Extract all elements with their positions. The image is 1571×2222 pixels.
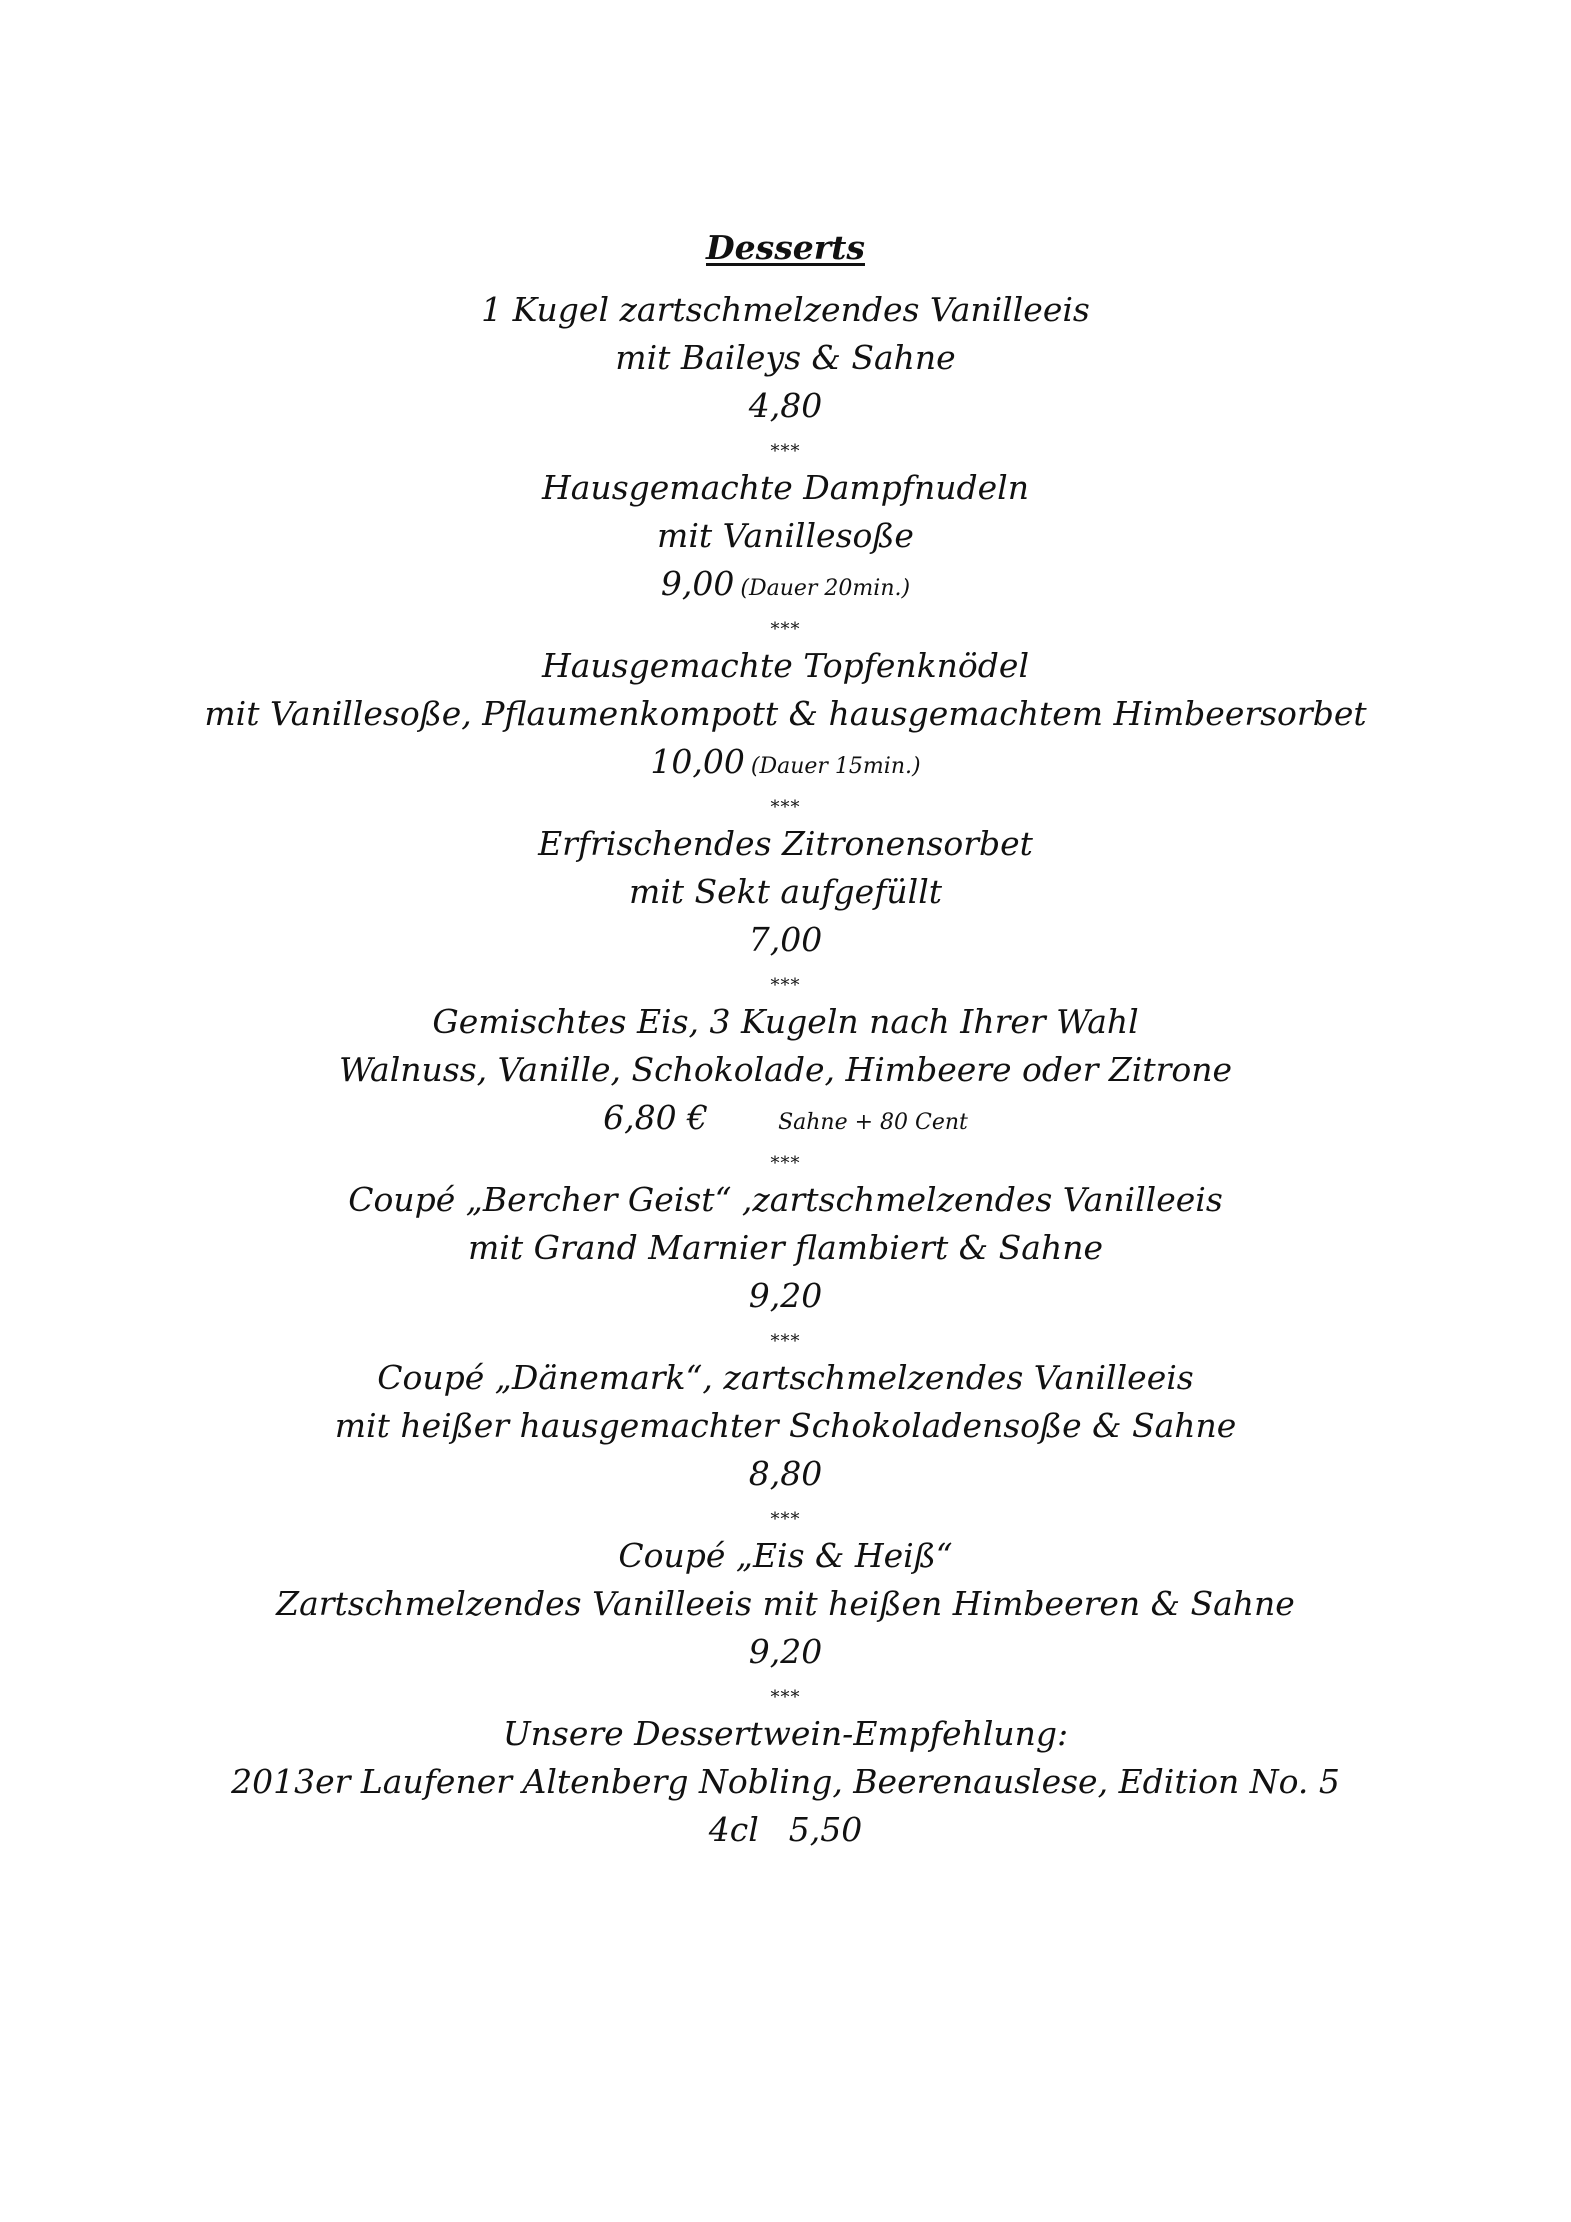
item-amount: 4cl: [708, 1810, 759, 1849]
item-description: mit Vanillesoße: [657, 516, 914, 555]
item-price-line: [0, 560, 1571, 608]
item-price: 9,20: [748, 1276, 823, 1315]
item-price-line: [0, 1272, 1571, 1320]
item-name: Erfrischendes Zitronensorbet: [538, 824, 1033, 863]
item-price-line: [0, 738, 1571, 786]
menu-item: [0, 1532, 1571, 1676]
item-name: Unsere Dessertwein-Empfehlung:: [502, 1714, 1069, 1753]
item-name: Coupé „Bercher Geist“ ,zartschmelzendes Vanilleeis: [348, 1180, 1223, 1219]
separator: ***: [770, 1331, 801, 1352]
item-description: mit Vanillesoße, Pflaumenkompott & hausgemachtem Himbeersorbet: [204, 694, 1367, 733]
item-price-line: [0, 1806, 1571, 1854]
menu-item: [0, 820, 1571, 964]
item-name: Hausgemachte Dampfnudeln: [541, 468, 1029, 507]
item-description: 2013er Laufener Altenberg Nobling, Beerenauslese, Edition No. 5: [231, 1762, 1340, 1801]
page-title: Desserts: [706, 228, 865, 267]
item-price-extra: Sahne + 80 Cent: [778, 1110, 968, 1135]
separator: ***: [770, 975, 801, 996]
dessert-menu: [0, 286, 1571, 1854]
item-name: Coupé „Dänemark“, zartschmelzendes Vanilleeis: [377, 1358, 1194, 1397]
separator: ***: [770, 1687, 801, 1708]
item-name: Hausgemachte Topfenknödel: [541, 646, 1030, 685]
item-price-line: [0, 382, 1571, 430]
menu-item: [0, 998, 1571, 1142]
item-name: Gemischtes Eis, 3 Kugeln nach Ihrer Wahl: [432, 1002, 1139, 1041]
item-name: Coupé „Eis & Heiß“: [618, 1536, 953, 1575]
item-price: 9,00: [660, 564, 735, 603]
item-price-line: [0, 1628, 1571, 1676]
separator: ***: [770, 619, 801, 640]
item-name: 1 Kugel zartschmelzendes Vanilleeis: [481, 290, 1090, 329]
separator: ***: [770, 1153, 801, 1174]
item-price-line: [0, 1450, 1571, 1498]
item-description: mit Sekt aufgefüllt: [628, 872, 943, 911]
item-price: 4,80: [748, 386, 823, 425]
menu-item: [0, 642, 1571, 786]
wine-recommendation: [0, 1710, 1571, 1854]
item-description: Walnuss, Vanille, Schokolade, Himbeere oder Zitrone: [338, 1050, 1233, 1089]
separator: ***: [770, 797, 801, 818]
item-price-line: [0, 1094, 1571, 1142]
menu-item: [0, 286, 1571, 430]
item-price: 6,80 €: [603, 1098, 709, 1137]
item-price: 9,20: [748, 1632, 823, 1671]
menu-item: [0, 464, 1571, 608]
separator: ***: [770, 1509, 801, 1530]
item-description: mit Grand Marnier flambiert & Sahne: [467, 1228, 1103, 1267]
menu-item: [0, 1176, 1571, 1320]
item-description: mit Baileys & Sahne: [615, 338, 956, 377]
item-price: 10,00: [650, 742, 745, 781]
item-price-line: [0, 916, 1571, 964]
item-description: mit heißer hausgemachter Schokoladensoße & Sahne: [334, 1406, 1237, 1445]
menu-item: [0, 1354, 1571, 1498]
item-price-note: (Dauer 15min.): [750, 754, 921, 779]
item-description: Zartschmelzendes Vanilleeis mit heißen Himbeeren & Sahne: [276, 1584, 1295, 1623]
item-price-note: (Dauer 20min.): [740, 576, 911, 601]
item-price: 8,80: [748, 1454, 823, 1493]
item-price: 7,00: [748, 920, 823, 959]
separator: ***: [770, 441, 801, 462]
item-price: 5,50: [788, 1810, 863, 1849]
